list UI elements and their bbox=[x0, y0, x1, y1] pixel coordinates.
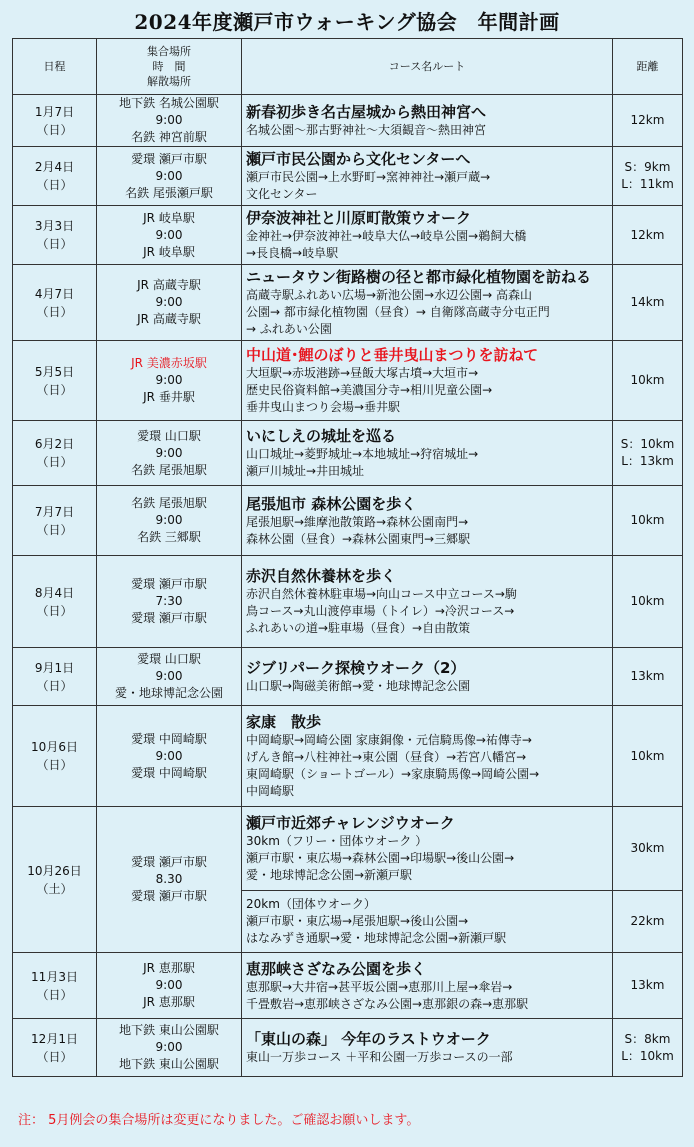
date-line: 4月7日 bbox=[34, 286, 75, 301]
distance-line: 14km bbox=[630, 295, 665, 309]
route-line: →長良橋→岐阜駅 bbox=[246, 246, 339, 260]
route-line: → ふれあい公園 bbox=[246, 322, 332, 336]
date-line: 11月3日 bbox=[31, 969, 78, 984]
route-line: 恵那駅→大井宿→甚平坂公園→恵那川上屋→傘岩→ bbox=[246, 979, 513, 994]
date-cell bbox=[13, 648, 97, 706]
course-title: 新春初歩き名古屋城から熱田神宮へ bbox=[246, 103, 487, 121]
date-line: （日） bbox=[36, 304, 73, 319]
date-line: 9月1日 bbox=[34, 660, 75, 675]
distance-line: L：11km bbox=[621, 177, 674, 191]
route-line: 高蔵寺駅ふれあい広場→新池公園→水辺公園→ 高森山 bbox=[246, 288, 532, 302]
date-cell bbox=[13, 807, 97, 953]
course-cell bbox=[242, 891, 613, 953]
course-title: 中山道･鯉のぼりと垂井曳山まつりを訪ねて bbox=[246, 346, 539, 364]
distance-cell bbox=[613, 486, 683, 556]
route-line: 愛・地球博記念公園→新瀬戸駅 bbox=[246, 868, 413, 882]
header-course: コース名ルート bbox=[242, 39, 613, 95]
header-date: 日程 bbox=[13, 39, 97, 95]
place-cell bbox=[97, 953, 242, 1019]
course-route bbox=[246, 896, 608, 947]
date-line: 10月26日 bbox=[27, 863, 82, 878]
date-line: （日） bbox=[36, 522, 73, 537]
route-line: げんき館→八柱神社→東公園（昼食）→若宮八幡宮→ bbox=[246, 750, 527, 764]
place-cell bbox=[97, 1019, 242, 1077]
route-line: 瀬戸市駅・東広場→尾張旭駅→後山公園→ bbox=[246, 914, 469, 928]
date-line: （日） bbox=[36, 1049, 73, 1064]
place-line: JR 美濃赤坂駅 bbox=[131, 356, 207, 370]
place-cell bbox=[97, 648, 242, 706]
course-route bbox=[246, 228, 608, 262]
course-title: 伊奈波神社と川原町散策ウオーク bbox=[246, 209, 472, 227]
place-cell bbox=[97, 147, 242, 206]
place-cell bbox=[97, 807, 242, 953]
table-row bbox=[13, 421, 683, 486]
distance-line: 10km bbox=[630, 748, 665, 763]
distance-cell bbox=[613, 891, 683, 953]
place-line: 8.30 bbox=[155, 872, 183, 886]
date-line: （日） bbox=[36, 122, 73, 137]
date-line: 2月4日 bbox=[34, 160, 75, 174]
course-route bbox=[246, 122, 608, 139]
distance-line: 10km bbox=[630, 513, 665, 527]
distance-line: 12km bbox=[630, 113, 665, 127]
date-line: 10月6日 bbox=[31, 740, 78, 754]
place-line: 愛環 瀬戸市駅 bbox=[131, 889, 207, 903]
place-line: 9:00 bbox=[155, 168, 183, 183]
place-line: 名鉄 三郷駅 bbox=[137, 530, 201, 544]
date-cell bbox=[13, 556, 97, 648]
place-line: 7:30 bbox=[155, 594, 183, 608]
course-title: ニュータウン街路樹の径と都市緑化植物園を訪ねる bbox=[246, 268, 592, 286]
place-line: 愛環 山口駅 bbox=[137, 652, 201, 666]
table-row bbox=[13, 706, 683, 807]
table-row bbox=[13, 95, 683, 147]
route-line: 森林公園（昼食）→森林公園東門→三郷駅 bbox=[246, 531, 471, 546]
place-line: 愛環 瀬戸市駅 bbox=[131, 855, 207, 869]
course-cell bbox=[242, 147, 613, 206]
date-line: 7月7日 bbox=[34, 504, 75, 519]
course-route bbox=[246, 979, 608, 1013]
distance-line: S：8km bbox=[624, 1031, 671, 1046]
date-cell bbox=[13, 953, 97, 1019]
course-cell bbox=[242, 265, 613, 341]
route-line: 中岡崎駅→岡崎公園 家康銅像・元信騎馬像→祐傳寺→ bbox=[246, 733, 532, 747]
table-row bbox=[13, 486, 683, 556]
course-cell bbox=[242, 1019, 613, 1077]
course-route bbox=[246, 678, 608, 695]
place-line: JR 岐阜駅 bbox=[143, 210, 195, 225]
table-row bbox=[13, 206, 683, 265]
place-line: JR 垂井駅 bbox=[143, 390, 195, 404]
course-route bbox=[246, 287, 608, 338]
date-line: 5月5日 bbox=[34, 364, 75, 379]
place-line: 名鉄 尾張旭駅 bbox=[131, 462, 207, 477]
course-cell bbox=[242, 807, 613, 891]
date-line: （日） bbox=[36, 987, 73, 1002]
place-cell bbox=[97, 206, 242, 265]
date-cell bbox=[13, 147, 97, 206]
schedule-table bbox=[12, 38, 683, 1077]
route-line: 瀬戸市民公園→上水野町→窯神神社→瀬戸蔵→ bbox=[246, 170, 491, 184]
table-row bbox=[13, 1019, 683, 1077]
date-line: （日） bbox=[36, 237, 73, 251]
distance-line: 30km bbox=[630, 841, 665, 855]
date-line: 6月2日 bbox=[34, 437, 75, 451]
route-line: 山口城址→菱野城址→本地城址→狩宿城址→ bbox=[246, 447, 479, 461]
route-line: 千畳敷岩→恵那峡さざなみ公園→恵那銀の森→恵那駅 bbox=[246, 996, 529, 1011]
course-title: ジブリパーク探検ウオーク（2） bbox=[246, 659, 466, 677]
date-line: （日） bbox=[36, 178, 73, 192]
course-title: 家康 散歩 bbox=[246, 713, 322, 731]
date-line: 12月1日 bbox=[31, 1031, 78, 1046]
course-route bbox=[246, 169, 608, 203]
distance-cell bbox=[613, 206, 683, 265]
route-line: 名城公園～那古野神社～大須観音～熱田神宮 bbox=[246, 123, 487, 137]
route-line: 山口駅→陶磁美術館→愛・地球博記念公園 bbox=[246, 679, 471, 693]
course-cell bbox=[242, 556, 613, 648]
date-line: 1月7日 bbox=[34, 104, 75, 119]
date-cell bbox=[13, 486, 97, 556]
distance-line: 10km bbox=[630, 373, 665, 387]
route-line: 公園→ 都市緑化植物園（昼食）→ 自衛隊高蔵寺分屯正門 bbox=[246, 305, 550, 319]
date-line: （日） bbox=[36, 382, 73, 397]
place-cell bbox=[97, 556, 242, 648]
place-line: JR 恵那駅 bbox=[143, 995, 195, 1009]
date-line: （日） bbox=[36, 455, 73, 469]
place-cell bbox=[97, 706, 242, 807]
place-cell bbox=[97, 265, 242, 341]
course-route bbox=[246, 1049, 608, 1066]
place-line: 9:00 bbox=[155, 978, 183, 992]
route-line: 鳥コース→丸山渡停車場（トイレ）→冷沢コース→ bbox=[246, 604, 515, 618]
course-route bbox=[246, 732, 608, 800]
course-cell bbox=[242, 648, 613, 706]
course-title: 赤沢自然休養林を歩く bbox=[246, 567, 397, 585]
place-line: JR 岐阜駅 bbox=[143, 244, 195, 259]
date-line: （日） bbox=[36, 678, 73, 693]
place-line: JR 恵那駅 bbox=[143, 961, 195, 975]
course-route bbox=[246, 833, 608, 884]
date-cell bbox=[13, 706, 97, 807]
table-row bbox=[13, 341, 683, 421]
distance-cell bbox=[613, 341, 683, 421]
distance-cell bbox=[613, 421, 683, 486]
date-cell bbox=[13, 265, 97, 341]
distance-line: 10km bbox=[630, 594, 665, 608]
date-line: 8月4日 bbox=[34, 585, 75, 600]
place-line: 9:00 bbox=[155, 513, 183, 527]
route-line: 赤沢自然休養林駐車場→向山コース中立コース→駒 bbox=[246, 587, 517, 601]
route-line: 大垣駅→赤坂港跡→昼飯大塚古墳→大垣市→ bbox=[246, 366, 479, 380]
place-cell bbox=[97, 95, 242, 147]
distance-cell bbox=[613, 556, 683, 648]
date-cell bbox=[13, 341, 97, 421]
table-header-row bbox=[13, 39, 683, 95]
distance-cell bbox=[613, 706, 683, 807]
table-row bbox=[13, 265, 683, 341]
place-line: 愛環 中岡崎駅 bbox=[131, 765, 207, 780]
route-line: 中岡崎駅 bbox=[246, 784, 295, 798]
place-line: 愛環 瀬戸市駅 bbox=[131, 151, 207, 166]
route-line: 垂井曳山まつり会場→垂井駅 bbox=[246, 400, 401, 414]
table-row bbox=[13, 556, 683, 648]
date-cell bbox=[13, 421, 97, 486]
route-line: 瀬戸市駅・東広場→森林公園→印場駅→後山公園→ bbox=[246, 851, 515, 865]
distance-cell bbox=[613, 648, 683, 706]
place-line: 地下鉄 東山公園駅 bbox=[119, 1023, 219, 1037]
course-cell bbox=[242, 95, 613, 147]
distance-line: 12km bbox=[630, 227, 665, 242]
page-title: 2024年度瀬戸市ウォーキング協会 年間計画 bbox=[134, 10, 560, 34]
place-line: 愛環 中岡崎駅 bbox=[131, 731, 207, 746]
place-line: 愛環 瀬戸市駅 bbox=[131, 577, 207, 591]
schedule-body bbox=[13, 95, 683, 1077]
header-place bbox=[97, 39, 242, 95]
distance-line: S：10km bbox=[620, 437, 675, 451]
distance-cell bbox=[613, 95, 683, 147]
header-distance: 距離 bbox=[613, 39, 683, 95]
date-line: （日） bbox=[36, 603, 73, 618]
place-line: 9:00 bbox=[155, 227, 183, 242]
route-line: はなみずき通駅→愛・地球博記念公園→新瀬戸駅 bbox=[246, 931, 507, 945]
place-line: 9:00 bbox=[155, 1040, 183, 1054]
route-line: 東岡崎駅（ショートゴール）→家康騎馬像→岡崎公園→ bbox=[246, 767, 540, 781]
course-title: 「東山の森」 今年のラストウオーク bbox=[246, 1030, 491, 1048]
course-cell bbox=[242, 341, 613, 421]
date-line: （土） bbox=[36, 881, 73, 896]
route-line: 30km（フリー・団体ウオーク ） bbox=[246, 834, 428, 848]
course-route bbox=[246, 586, 608, 637]
place-line: JR 高蔵寺駅 bbox=[137, 312, 201, 326]
course-route bbox=[246, 514, 608, 548]
place-line: JR 高蔵寺駅 bbox=[137, 278, 201, 292]
header-place-line: 集合場所 bbox=[147, 45, 191, 58]
course-title: 恵那峡さざなみ公園を歩く bbox=[246, 959, 427, 978]
course-route bbox=[246, 446, 608, 480]
place-line: 愛環 瀬戸市駅 bbox=[131, 611, 207, 625]
course-cell bbox=[242, 486, 613, 556]
course-route bbox=[246, 365, 608, 416]
distance-cell bbox=[613, 953, 683, 1019]
route-line: 歴史民俗資料館→美濃国分寺→相川児童公園→ bbox=[246, 383, 493, 397]
footnote: 注： 5月例会の集合場所は変更になりました。ご確認お願いします。 bbox=[18, 1113, 420, 1128]
distance-line: 13km bbox=[630, 669, 665, 683]
table-row bbox=[13, 147, 683, 206]
distance-line: 13km bbox=[630, 978, 665, 992]
course-title: 瀬戸市民公園から文化センターへ bbox=[246, 150, 471, 168]
course-title: 瀬戸市近郊チャレンジウオーク bbox=[246, 814, 455, 832]
place-cell bbox=[97, 421, 242, 486]
route-line: 文化センター bbox=[246, 187, 318, 201]
route-line: 瀬戸川城址→井田城址 bbox=[246, 464, 365, 478]
place-line: 名鉄 尾張瀬戸駅 bbox=[125, 185, 213, 200]
distance-cell bbox=[613, 1019, 683, 1077]
place-line: 9:00 bbox=[155, 748, 183, 763]
table-row bbox=[13, 648, 683, 706]
place-line: 地下鉄 東山公園駅 bbox=[119, 1057, 219, 1071]
route-line: 20km（団体ウオーク） bbox=[246, 897, 376, 911]
distance-line: 22km bbox=[630, 914, 665, 928]
course-title: 尾張旭市 森林公園を歩く bbox=[246, 494, 417, 513]
distance-cell bbox=[613, 807, 683, 891]
place-line: 9:00 bbox=[155, 445, 183, 460]
date-cell bbox=[13, 1019, 97, 1077]
place-line: 9:00 bbox=[155, 113, 183, 127]
date-cell bbox=[13, 95, 97, 147]
table-row bbox=[13, 807, 683, 891]
place-line: 愛・地球博記念公園 bbox=[114, 686, 223, 700]
place-cell bbox=[97, 341, 242, 421]
place-line: 9:00 bbox=[155, 669, 183, 683]
header-place-line: 時 間 bbox=[152, 60, 186, 73]
header-place-line: 解散場所 bbox=[147, 75, 191, 88]
distance-cell bbox=[613, 265, 683, 341]
route-line: 東山一万歩コース ＋平和公園一万歩コースの一部 bbox=[246, 1050, 513, 1064]
place-line: 地下鉄 名城公園駅 bbox=[119, 96, 219, 110]
course-cell bbox=[242, 206, 613, 265]
place-cell bbox=[97, 486, 242, 556]
course-title: いにしえの城址を巡る bbox=[246, 427, 397, 445]
route-line: 尾張旭駅→維摩池散策路→森林公園南門→ bbox=[246, 514, 469, 529]
date-cell bbox=[13, 206, 97, 265]
place-line: 9:00 bbox=[155, 373, 183, 387]
table-row bbox=[13, 953, 683, 1019]
distance-line: S：9km bbox=[624, 160, 671, 174]
date-line: 3月3日 bbox=[34, 219, 75, 233]
course-cell bbox=[242, 421, 613, 486]
route-line: ふれあいの道→駐車場（昼食）→自由散策 bbox=[246, 621, 471, 635]
place-line: 9:00 bbox=[155, 295, 183, 309]
route-line: 金神社→伊奈波神社→岐阜大仏→岐阜公園→鵜飼大橋 bbox=[246, 229, 527, 243]
course-cell bbox=[242, 706, 613, 807]
place-line: 名鉄 神宮前駅 bbox=[131, 130, 207, 144]
distance-line: L：13km bbox=[621, 454, 674, 468]
date-line: （日） bbox=[36, 758, 73, 772]
distance-line: L：10km bbox=[621, 1048, 674, 1063]
place-line: 愛環 山口駅 bbox=[137, 428, 201, 443]
course-cell bbox=[242, 953, 613, 1019]
place-line: 名鉄 尾張旭駅 bbox=[131, 496, 207, 510]
distance-cell bbox=[613, 147, 683, 206]
